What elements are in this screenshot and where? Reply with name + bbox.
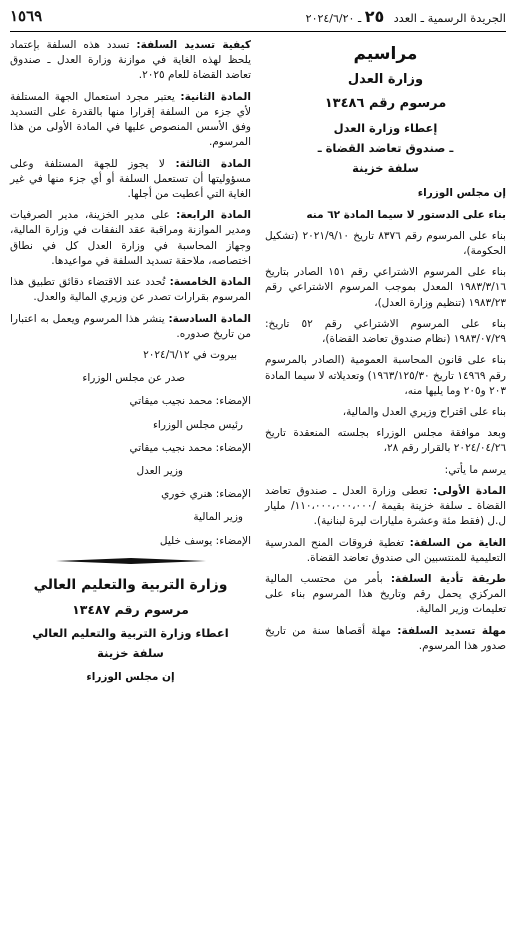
article-1-label: المادة الأولى: bbox=[433, 484, 506, 497]
article-4-label: المادة الرابعة: bbox=[176, 209, 252, 222]
ministry-2-title: وزارة التربية والتعليم العالي bbox=[33, 576, 228, 593]
signature-1: الإمضاء: محمد نجيب ميقاتي bbox=[129, 395, 251, 408]
divider-ornament bbox=[56, 557, 206, 565]
place-date: بيروت في ٢٠٢٤/٦/١٢ bbox=[143, 348, 237, 361]
purpose-text: تغطية فروقات المنح المدرسية التعليمية للمنتسبين الى صندوق تعاضد القضاة. bbox=[265, 536, 506, 564]
left-column bbox=[10, 38, 251, 691]
page-header bbox=[10, 6, 506, 32]
article-3-label: المادة الثالثة: bbox=[175, 157, 251, 170]
decree-subject-3: سلفة خزينة bbox=[352, 160, 419, 175]
signature-4: الإمضاء: يوسف خليل bbox=[159, 534, 251, 547]
issue-number: ٢٥ bbox=[364, 6, 385, 26]
repayment-term-text: مهلة أقصاها سنة من تاريخ صدور هذا المرسوم. bbox=[265, 624, 506, 652]
article-6-label: المادة السادسة: bbox=[168, 312, 252, 325]
right-column bbox=[265, 38, 506, 691]
recital-6: وبعد موافقة مجلس الوزراء بجلسته المنعقدة تاريخ ٢٠٢٤/٠٤/٢٦ بالقرار رقم ٢٨، bbox=[265, 427, 506, 455]
section-divider bbox=[10, 557, 251, 565]
recital-2: بناء على المرسوم الاشتراعي رقم ١٥١ الصادر بتاريخ ١٩٨٣/٣/١٦ المعدل بموجب المرسوم الاشتراعي رقم ١٩٨٣/٢٣ (تنظيم وزارة العدل)، bbox=[265, 266, 506, 309]
repayment-method bbox=[10, 38, 251, 84]
recital-3: بناء على المرسوم الاشتراعي رقم ٥٢ تاريخ: ١٩٨٣/٠٧/٢٩ (نظام صندوق تعاضد القضاة)، bbox=[265, 317, 506, 346]
article-2-label: المادة الثانية: bbox=[180, 90, 251, 103]
page-number: ١٥٦٩ bbox=[10, 7, 43, 26]
payment-method-text: بأمر من محتسب المالية المركزي يحمل رقم وتاريخ هذا المرسوم بناء على تعليمات وزير المالية. bbox=[265, 572, 506, 616]
article-5-text: تُحدد عند الاقتضاء دقائق تطبيق هذا المرسوم بقرارات تصدر عن وزيري المالية والعدل. bbox=[10, 276, 251, 304]
recital-4: بناء على قانون المحاسبة العمومية (الصادر بالمرسوم رقم ١٤٩٦٩ تاريخ ١٩٦٣/١٢٥/٣٠) وتعديلاته لا سيما المادة ٢٠٣ و٢٠٥ وما يليها منه، bbox=[265, 354, 506, 397]
article-1 bbox=[265, 484, 506, 530]
header-title-group bbox=[306, 5, 506, 28]
article-6 bbox=[10, 312, 251, 342]
section-title-marasim: مراسيم bbox=[353, 44, 418, 64]
article-5-label: المادة الخامسة: bbox=[169, 276, 251, 289]
justice-minister-title: وزير العدل bbox=[136, 465, 183, 478]
decree-subject-1: إعطاء وزارة العدل bbox=[333, 121, 438, 136]
article-5 bbox=[10, 275, 251, 305]
recital-5: بناء على اقتراح وزيري العدل والمالية، bbox=[342, 405, 506, 418]
payment-method bbox=[265, 572, 506, 618]
article-4 bbox=[10, 208, 251, 269]
payment-method-label: طريقة تأدية السلفة: bbox=[390, 572, 506, 585]
article-1-text: تعطى وزارة العدل ـ صندوق تعاضد القضاة ـ سلفة خزينة بقيمة /١١٠،٠٠٠،٠٠٠،٠٠٠/ مليار ل.ل (فقط مئة وعشرة مليارات ليرة لبنانية). bbox=[265, 484, 506, 528]
signature-2: الإمضاء: محمد نجيب ميقاتي bbox=[129, 441, 251, 454]
council-intro-2: إن مجلس الوزراء bbox=[86, 670, 175, 683]
decree-2-subject-1: اعطاء وزارة التربية والتعليم العالي bbox=[32, 626, 229, 641]
pm-title: رئيس مجلس الوزراء bbox=[152, 418, 243, 431]
repayment-method-text: تسدد هذه السلفة بإعتماد يلحظ لهذه الغاية في موازنة وزارة العدل ـ صندوق تعاضد القضاة للعام ٢٠٢٥. bbox=[10, 39, 251, 82]
decree-clause: يرسم ما يأتي: bbox=[444, 463, 506, 476]
gazette-title: الجريدة الرسمية ـ العدد bbox=[393, 10, 506, 25]
repayment-term bbox=[265, 624, 506, 654]
issue-info bbox=[305, 6, 385, 26]
issue-date: ـ ٢٠٢٤/٦/٢٠ bbox=[305, 11, 362, 25]
council-intro: إن مجلس الوزراء bbox=[417, 187, 506, 200]
decree-subject-2: ـ صندوق تعاضد القضاة ـ bbox=[317, 141, 454, 155]
repayment-term-label: مهلة تسديد السلفة: bbox=[397, 624, 506, 637]
article-2-text: يعتبر مجرد استعمال الجهة المستلفة لأي جزء من السلفة إقرارا منها بالقدرة على التسديد وفق الأسس المنصوص عليها في المادة الأولى من هذا المرسوم. bbox=[10, 90, 251, 149]
finance-minister-title: وزير المالية bbox=[193, 511, 243, 524]
purpose bbox=[265, 536, 506, 566]
decree-2-subject-2: سلفة خزينة bbox=[97, 646, 164, 660]
article-3 bbox=[10, 157, 251, 203]
recital-1: بناء على المرسوم رقم ٨٣٧٦ تاريخ ٢٠٢١/٩/١٠ (تشكيل الحكومة)، bbox=[265, 229, 506, 257]
article-2 bbox=[10, 90, 251, 151]
article-4-text: على مدير الخزينة، مدير الصرفيات ومدير الموازنة ومراقبة عقد النفقات في وزارة المالية، وجهاز المحاسبة في وزارة العدل كل في نطاق اختصاصه، ملاحقة تسديد السلفة في مواعيدها. bbox=[10, 209, 251, 267]
constitution-basis: بناء على الدستور لا سيما المادة ٦٢ منه bbox=[306, 208, 506, 221]
article-6-text: ينشر هذا المرسوم ويعمل به اعتبارا من تاريخ صدوره. bbox=[10, 312, 251, 340]
two-column-body bbox=[10, 38, 506, 691]
ministry-title: وزارة العدل bbox=[347, 71, 424, 87]
signature-3: الإمضاء: هنري خوري bbox=[161, 488, 251, 501]
decree-number: مرسوم رقم ١٣٤٨٦ bbox=[324, 96, 447, 112]
decree-2-number: مرسوم رقم ١٣٤٨٧ bbox=[72, 602, 189, 618]
purpose-label: الغاية من السلفة: bbox=[409, 536, 506, 549]
repayment-method-label: كيفية تسديد السلفة: bbox=[136, 39, 251, 51]
issued-by: صدر عن مجلس الوزراء bbox=[82, 372, 185, 385]
article-3-text: لا يجوز للجهة المستلفة وعلى مسؤوليتها أن تستعمل السلفة أو أي جزء منها في غير الغاية التي أعطيت من أجلها. bbox=[10, 157, 251, 200]
